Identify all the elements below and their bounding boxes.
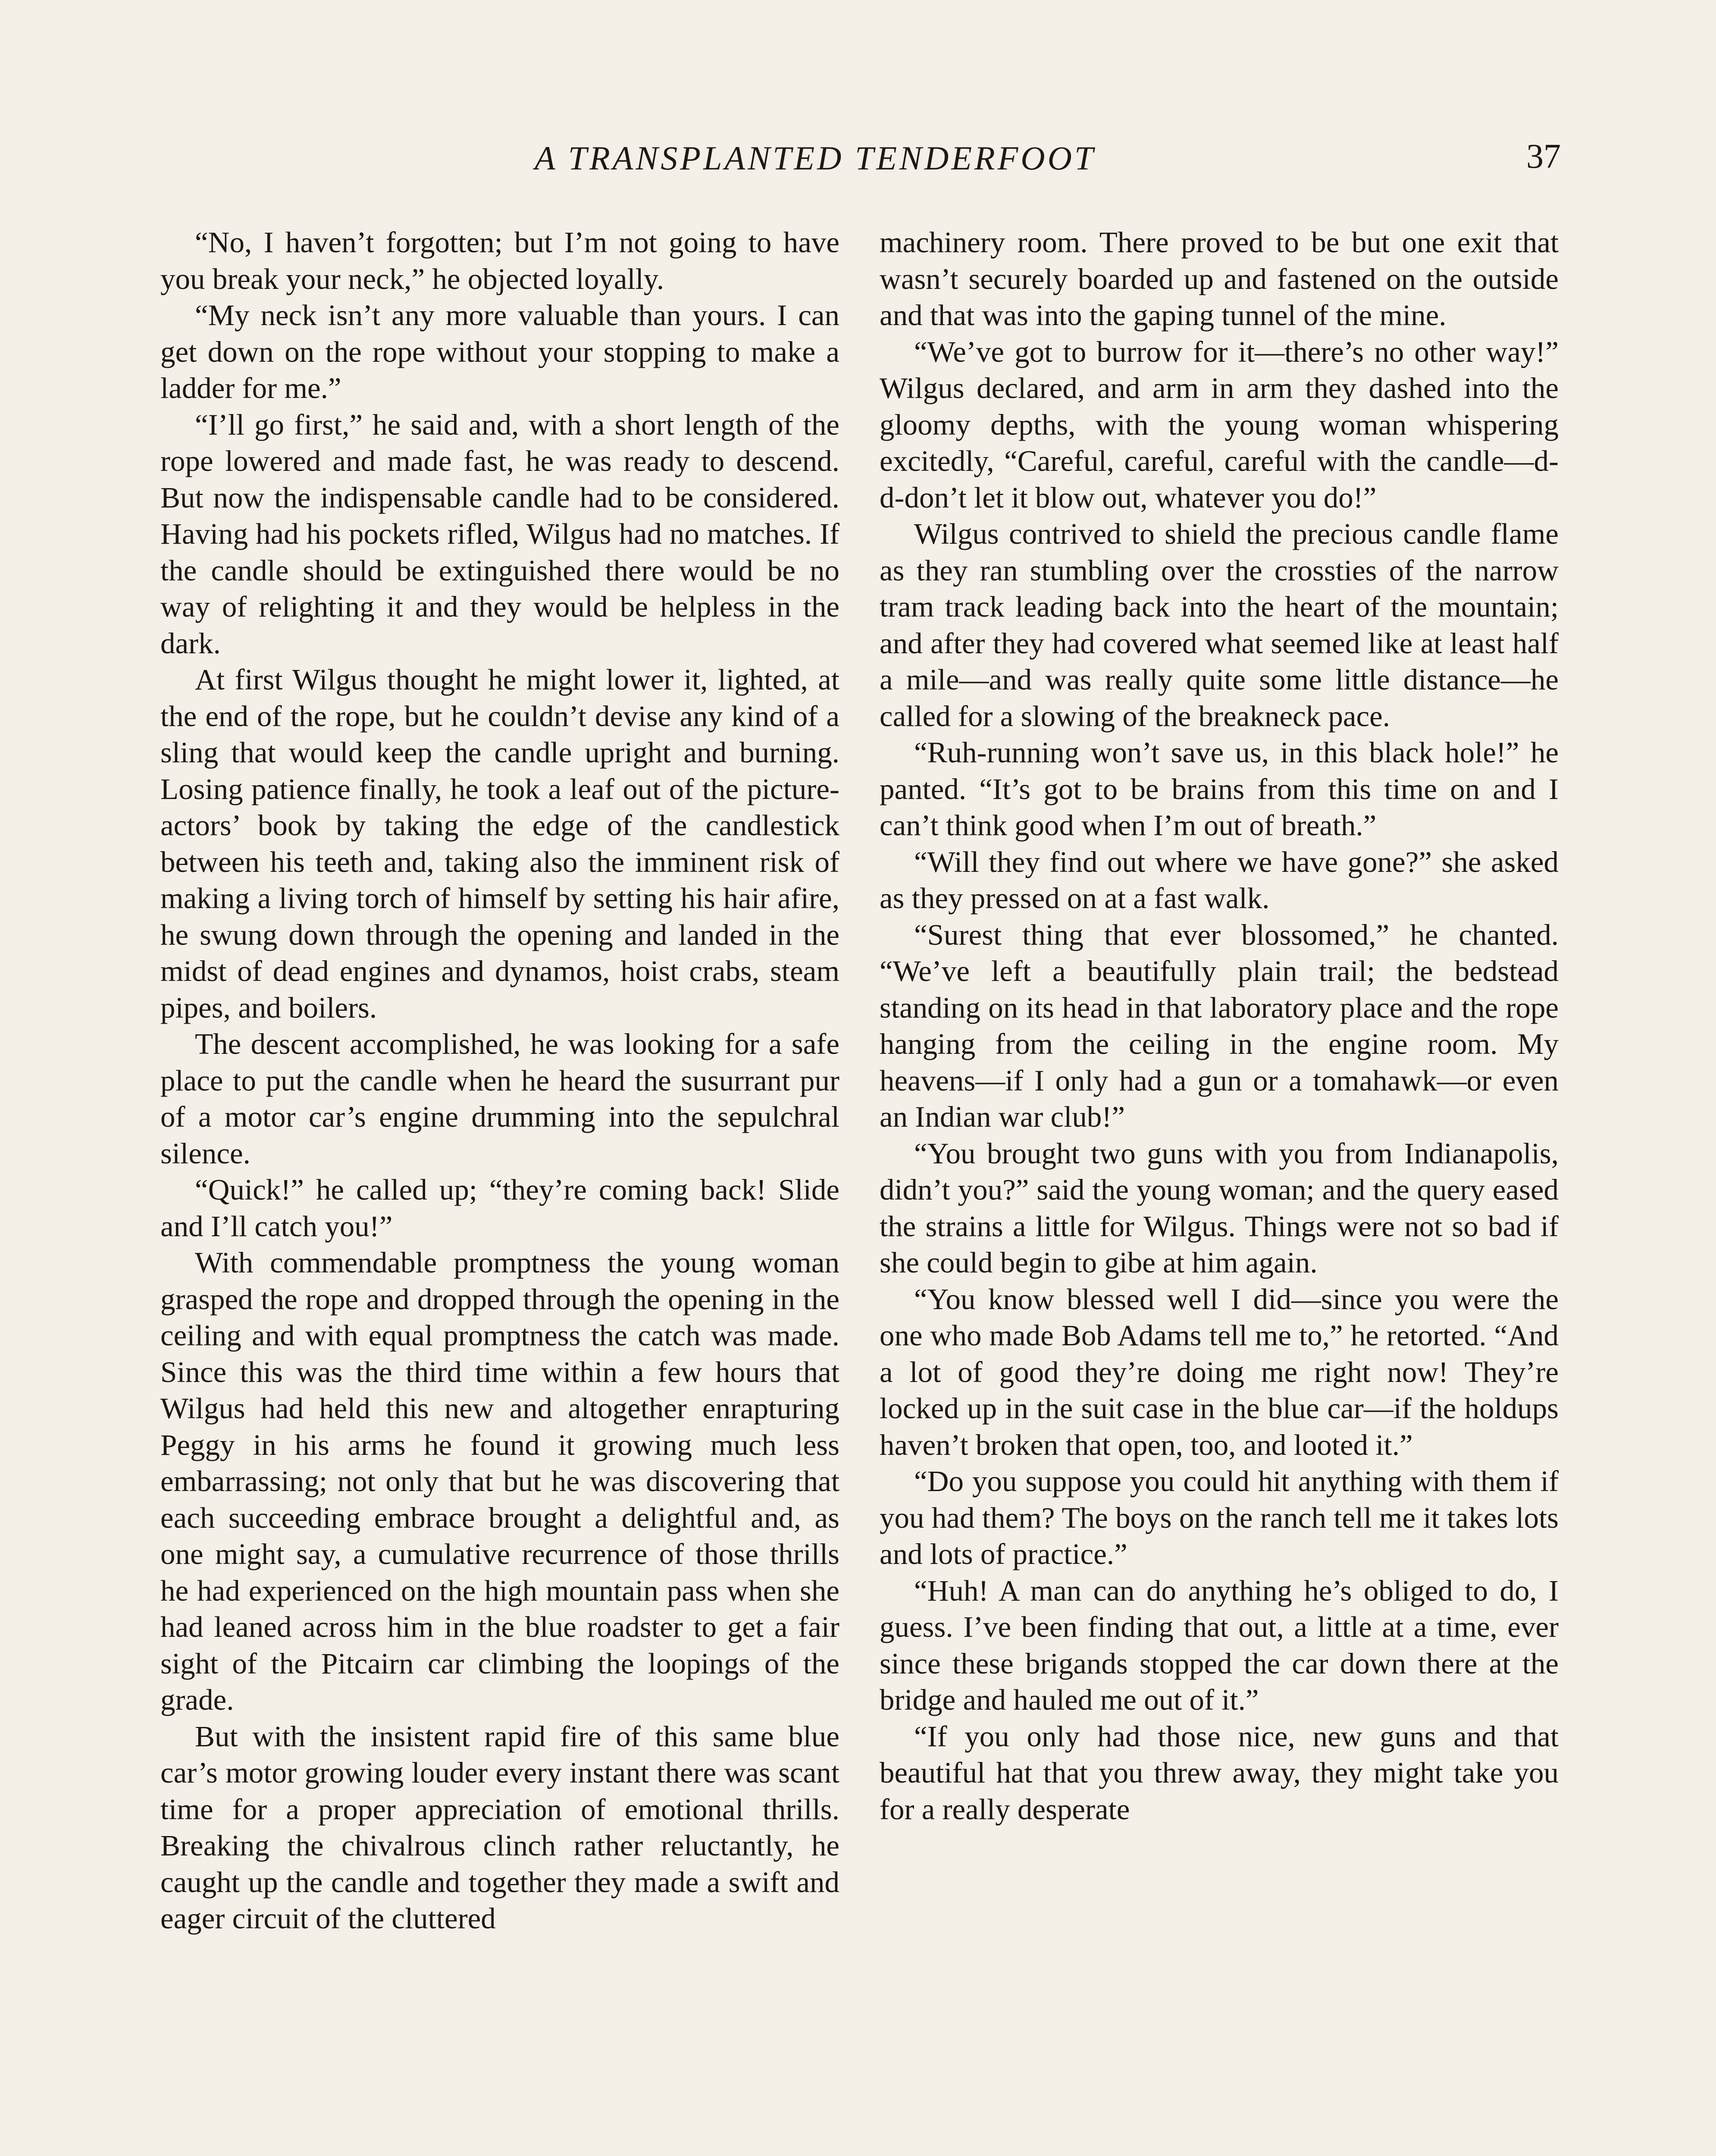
paragraph: “Will they find out where we have gone?” she asked as they pressed on at a fast walk. [880,845,1559,915]
left-column [160,224,839,1937]
paragraph: “You brought two guns with you from Indianapolis, didn’t you?” said the young woman; and the query eased the strains a little for Wilgus. Things were not so bad if she could begin to gibe at him again. [880,1137,1559,1279]
paragraph: “My neck isn’t any more valuable than yours. I can get down on the rope without your stopping to make a ladder for me.” [160,299,839,404]
paragraph: “Quick!” he called up; “they’re coming back! Slide and I’ll catch you!” [160,1173,839,1243]
paragraph: “We’ve got to burrow for it—there’s no other way!” Wilgus declared, and arm in arm they dashed into the gloomy depths, with the young woman whispering excitedly, “Careful, careful, careful with the candle—d-d-don’t let it blow out, whatever you do!” [880,335,1559,514]
paragraph: But with the insistent rapid fire of this same blue car’s motor growing louder every instant there was scant time for a proper appreciation of emotional thrills. Breaking the chivalrous clinch rather reluctantly, he caught up the candle and together they made a swift and eager circuit of the cluttered [160,1720,839,1935]
paragraph: “You know blessed well I did—since you were the one who made Bob Adams tell me to,” he retorted. “And a lot of good they’re doing me right now! They’re locked up in the suit case in the blue car—if the holdups haven’t broken that open, too, and looted it.” [880,1282,1559,1461]
continued-paragraph: machinery room. There proved to be but one exit that wasn’t securely boarded up and fastened on the outside and that was into the gaping tunnel of the mine. [880,226,1559,332]
paragraph: “No, I haven’t forgotten; but I’m not going to have you break your neck,” he objected loyally. [160,226,839,295]
paragraph: “Do you suppose you could hit anything with them if you had them? The boys on the ranch tell me it takes lots and lots of practice.” [880,1465,1559,1570]
paragraph: The descent accomplished, he was looking for a safe place to put the candle when he heard the susurrant pur of a motor car’s engine drumming into the sepulchral silence. [160,1028,839,1170]
paragraph: “Huh! A man can do anything he’s obliged to do, I guess. I’ve been finding that out, a little at a time, ever since these brigands stopped the car down there at the bridge and hauled me out of it.” [880,1574,1559,1716]
paragraph: At first Wilgus thought he might lower it, lighted, at the end of the rope, but he couldn’t devise any kind of a sling that would keep the candle upright and burning. Losing patience finally, he took a leaf out of the picture-actors’ book by taking the edge of the candlestick between his teeth and, taking also the imminent risk of making a living torch of himself by setting his hair afire, he swung down through the opening and landed in the midst of dead engines and dynamos, hoist crabs, steam pipes, and boilers. [160,663,839,1024]
page-number: 37 [1526,138,1561,175]
right-column [880,224,1559,1827]
paragraph: With commendable promptness the young woman grasped the rope and dropped through the opening in the ceiling and with equal promptness the catch was made. Since this was the third time within a few hours that Wilgus had held this new and altogether enrapturing Peggy in his arms he found it growing much less embarrassing; not only that but he was discovering that each succeeding embrace brought a delightful and, as one might say, a cumulative recurrence of those thrills he had experienced on the high mountain pass when she had leaned across him in the blue roadster to get a fair sight of the Pitcairn car climbing the loopings of the grade. [160,1246,839,1716]
paragraph: “I’ll go first,” he said and, with a short length of the rope lowered and made fast, he was ready to descend. But now the indispensable candle had to be considered. Having had his pockets rifled, Wilgus had no matches. If the candle should be extinguished there would be no way of relighting it and they would be helpless in the dark. [160,408,839,660]
running-title: A TRANSPLANTED TENDERFOOT [535,139,1096,177]
paragraph: “If you only had those nice, new guns and that beautiful hat that you threw away, they might take you for a really desperate [880,1720,1559,1826]
paragraph: “Surest thing that ever blossomed,” he chanted. “We’ve left a beautifully plain trail; the bedstead standing on its head in that laboratory place and the rope hanging from the ceiling in the engine room. My heavens—if I only had a gun or a tomahawk—or even an Indian war club!” [880,918,1559,1133]
paragraph: “Ruh-running won’t save us, in this black hole!” he panted. “It’s got to be brains from this time on and I can’t think good when I’m out of breath.” [880,736,1559,842]
paragraph: Wilgus contrived to shield the precious candle flame as they ran stumbling over the crossties of the narrow tram track leading back into the heart of the mountain; and after they had covered what seemed like at least half a mile—and was really quite some little distance—he called for a slowing of the breakneck pace. [880,517,1559,733]
